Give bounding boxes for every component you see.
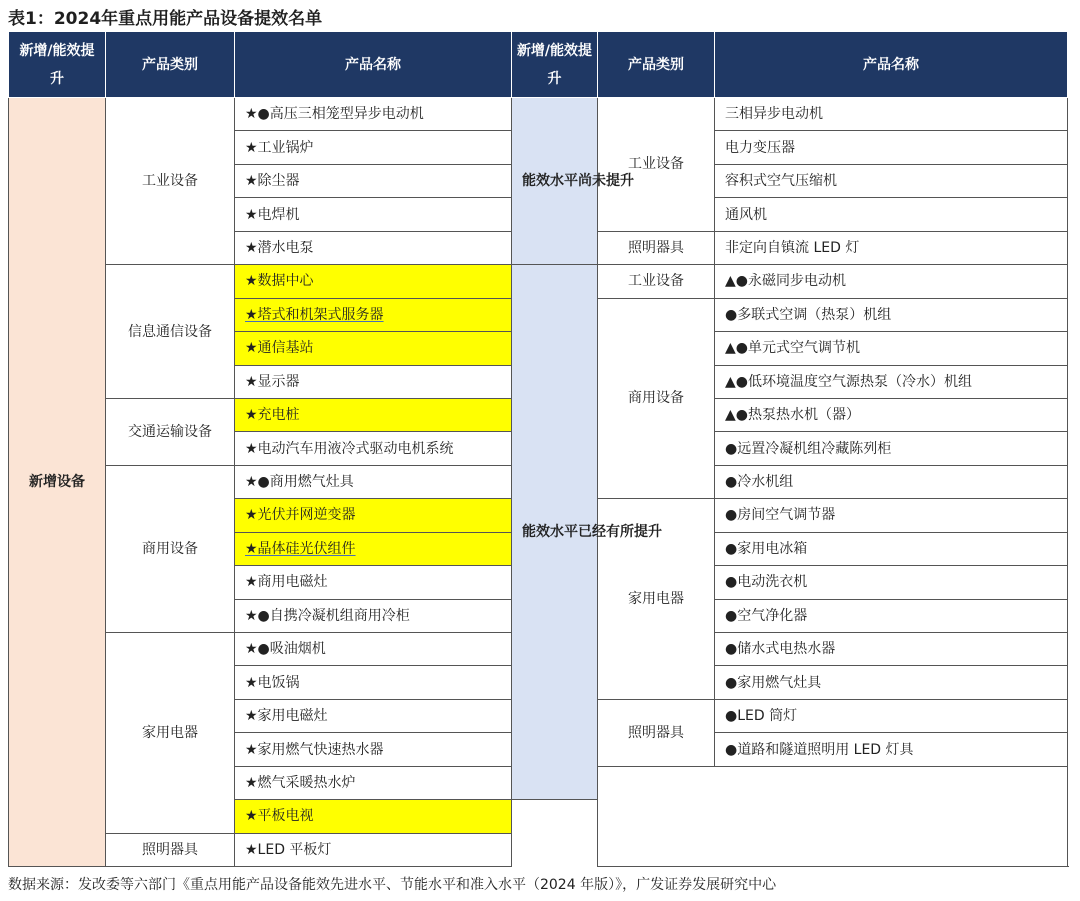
level-improved: 能效水平已经有所提升 bbox=[512, 265, 598, 800]
category-cell: 商用设备 bbox=[598, 298, 715, 499]
product-cell: ★●吸油烟机 bbox=[235, 633, 512, 666]
level-not-improved: 能效水平尚未提升 bbox=[512, 98, 598, 265]
category-cell: 照明器具 bbox=[106, 833, 235, 866]
product-cell: ★除尘器 bbox=[235, 164, 512, 197]
header-category-left: 产品类别 bbox=[106, 32, 235, 98]
empty-area bbox=[598, 766, 1068, 866]
product-cell: ★燃气采暖热水炉 bbox=[235, 766, 512, 799]
category-cell: 工业设备 bbox=[598, 265, 715, 298]
product-cell: ★显示器 bbox=[235, 365, 512, 398]
product-cell: ●家用燃气灶具 bbox=[715, 666, 1068, 699]
product-cell-highlighted: ★晶体硅光伏组件 bbox=[235, 532, 512, 565]
category-cell: 工业设备 bbox=[598, 98, 715, 232]
product-cell-highlighted: ★通信基站 bbox=[235, 332, 512, 365]
header-level-right: 新增/能效提升 bbox=[512, 32, 598, 98]
header-level-left: 新增/能效提升 bbox=[9, 32, 106, 98]
product-cell: 三相异步电动机 bbox=[715, 98, 1068, 131]
product-cell-highlighted: ★平板电视 bbox=[235, 800, 512, 833]
product-cell: ★家用燃气快速热水器 bbox=[235, 733, 512, 766]
header-name-right: 产品名称 bbox=[715, 32, 1068, 98]
product-cell: ●多联式空调（热泵）机组 bbox=[715, 298, 1068, 331]
product-cell: 容积式空气压缩机 bbox=[715, 164, 1068, 197]
efficiency-table bbox=[8, 31, 1068, 867]
product-cell: ●房间空气调节器 bbox=[715, 499, 1068, 532]
product-cell: ★●自携冷凝机组商用冷柜 bbox=[235, 599, 512, 632]
product-cell: ★家用电磁灶 bbox=[235, 699, 512, 732]
product-cell-highlighted: ★光伏并网逆变器 bbox=[235, 499, 512, 532]
product-cell: ★工业锅炉 bbox=[235, 131, 512, 164]
product-cell: ★电动汽车用液冷式驱动电机系统 bbox=[235, 432, 512, 465]
product-cell: ●电动洗衣机 bbox=[715, 566, 1068, 599]
product-cell: 电力变压器 bbox=[715, 131, 1068, 164]
product-cell-highlighted: ★充电桩 bbox=[235, 398, 512, 431]
category-cell: 照明器具 bbox=[598, 231, 715, 264]
category-cell: 家用电器 bbox=[106, 633, 235, 834]
table-title: 表1：2024年重点用能产品设备提效名单 bbox=[8, 9, 323, 29]
category-cell: 照明器具 bbox=[598, 699, 715, 766]
product-cell: ●冷水机组 bbox=[715, 465, 1068, 498]
product-cell: ▲●单元式空气调节机 bbox=[715, 332, 1068, 365]
product-cell: ▲●永磁同步电动机 bbox=[715, 265, 1068, 298]
product-cell: ★电焊机 bbox=[235, 198, 512, 231]
category-cell: 信息通信设备 bbox=[106, 265, 235, 399]
table-row bbox=[9, 265, 1068, 298]
product-cell: ●家用电冰箱 bbox=[715, 532, 1068, 565]
product-cell: 通风机 bbox=[715, 198, 1068, 231]
product-cell-highlighted: ★塔式和机架式服务器 bbox=[235, 298, 512, 331]
product-cell: ●空气净化器 bbox=[715, 599, 1068, 632]
product-cell: ▲●低环境温度空气源热泵（冷水）机组 bbox=[715, 365, 1068, 398]
table-row bbox=[9, 98, 1068, 131]
category-cell: 交通运输设备 bbox=[106, 398, 235, 465]
category-cell: 家用电器 bbox=[598, 499, 715, 700]
product-cell: ★LED 平板灯 bbox=[235, 833, 512, 866]
product-cell: ●远置冷凝机组冷藏陈列柜 bbox=[715, 432, 1068, 465]
product-cell: ★商用电磁灶 bbox=[235, 566, 512, 599]
header-name-left: 产品名称 bbox=[235, 32, 512, 98]
product-cell: ★电饭锅 bbox=[235, 666, 512, 699]
category-cell: 工业设备 bbox=[106, 98, 235, 265]
source-note: 数据来源：发改委等六部门《重点用能产品设备能效先进水平、节能水平和准入水平（2024 年版）》，广发证券发展研究中心 bbox=[8, 877, 777, 893]
category-cell: 商用设备 bbox=[106, 465, 235, 632]
product-cell: ●LED 筒灯 bbox=[715, 699, 1068, 732]
table-header-row bbox=[9, 32, 1068, 98]
product-cell: 非定向自镇流 LED 灯 bbox=[715, 231, 1068, 264]
product-cell: ●储水式电热水器 bbox=[715, 633, 1068, 666]
product-cell: ▲●热泵热水机（器） bbox=[715, 398, 1068, 431]
product-cell: ★潜水电泵 bbox=[235, 231, 512, 264]
header-category-right: 产品类别 bbox=[598, 32, 715, 98]
product-cell: ★●商用燃气灶具 bbox=[235, 465, 512, 498]
level-new-equipment: 新增设备 bbox=[9, 98, 106, 867]
product-cell: ★●高压三相笼型异步电动机 bbox=[235, 98, 512, 131]
product-cell: ●道路和隧道照明用 LED 灯具 bbox=[715, 733, 1068, 766]
product-cell-highlighted: ★数据中心 bbox=[235, 265, 512, 298]
